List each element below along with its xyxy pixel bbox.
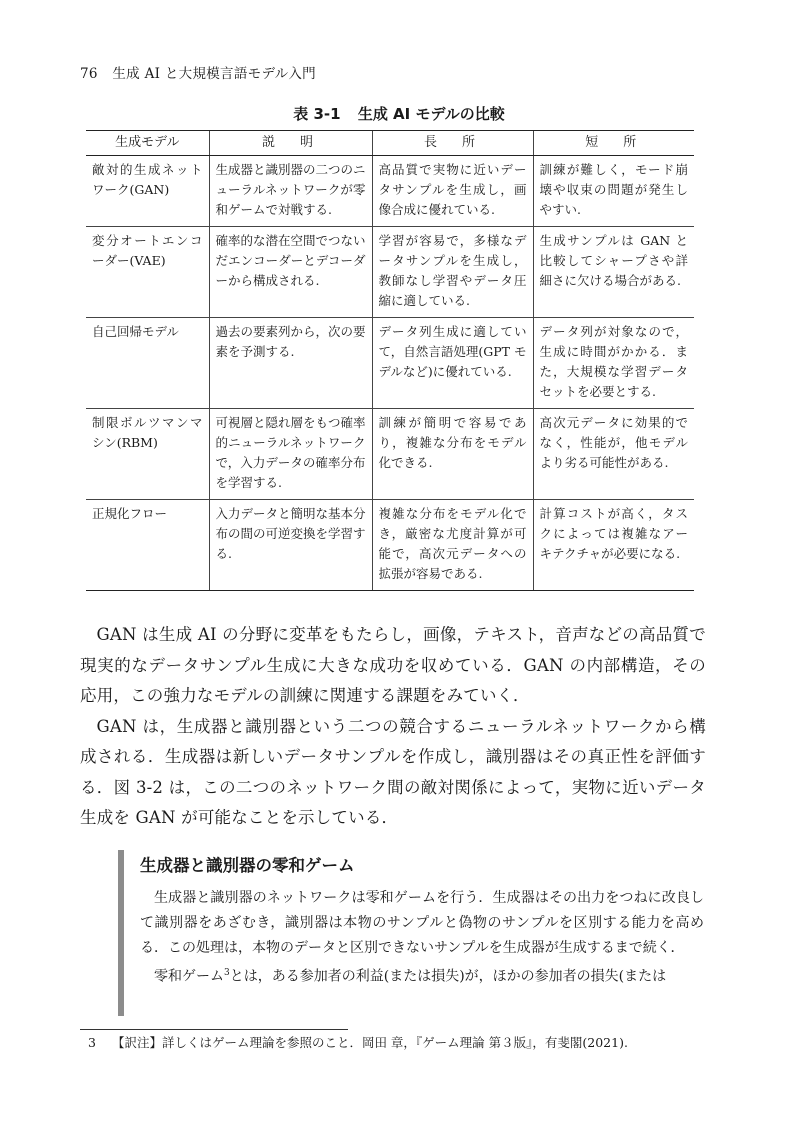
- cell-model: 自己回帰モデル: [86, 318, 209, 409]
- table-row: [86, 318, 694, 409]
- cell-description: 可視層と隠れ層をもつ確率的ニューラルネットワークで，入力データの確率分布を学習する.: [209, 409, 372, 500]
- cell-cons: データ列が対象なので，生成に時間がかかる．また，大規模な学習データセットを必要とする.: [533, 318, 694, 409]
- footnote: [88, 1033, 628, 1051]
- page-number: 76: [80, 66, 98, 82]
- body-paragraph-1: GAN は生成 AI の分野に変革をもたらし，画像，テキスト，音声などの高品質で現実的なデータサンプル生成に大きな成功を収めている．GAN の内部構造，その応用，この強力なモデルの訓練に関連する課題をみていく．: [80, 625, 706, 705]
- running-header: [80, 62, 316, 82]
- cell-model: 敵対的生成ネットワーク(GAN): [86, 156, 209, 227]
- cell-description: 確率的な潜在空間でつないだエンコーダーとデコーダーから構成される.: [209, 227, 372, 318]
- cell-pros: 訓練が簡明で容易であり，複雑な分布をモデル化できる.: [372, 409, 533, 500]
- table-row: [86, 409, 694, 500]
- cell-description: 入力データと簡明な基本分布の間の可逆変換を学習する.: [209, 500, 372, 591]
- cell-model: 制限ボルツマンマシン(RBM): [86, 409, 209, 500]
- running-title: 生成 AI と大規模言語モデル入門: [112, 66, 316, 82]
- cell-cons: 高次元データに効果的でなく，性能が，他モデルより劣る可能性がある.: [533, 409, 694, 500]
- column-header-cons: 短 所: [533, 131, 694, 156]
- cell-pros: 複雑な分布をモデル化でき，厳密な尤度計算が可能で，高次元データへの拡張が容易である.: [372, 500, 533, 591]
- body-text: [80, 620, 706, 834]
- cell-description: 生成器と識別器の二つのニューラルネットワークが零和ゲームで対戦する.: [209, 156, 372, 227]
- body-paragraph-2: GAN は，生成器と識別器という二つの競合するニューラルネットワークから構成される．生成器は新しいデータサンプルを作成し，識別器はその真正性を評価する．図 3-2 は，この二つのネットワーク間の敵対関係によって，実物に近いデータ生成を GAN が可能なことを示している．: [80, 716, 706, 827]
- footnote-number: 3: [88, 1035, 96, 1050]
- cell-cons: 生成サンプルは GAN と比較してシャープさや詳細さに欠ける場合がある.: [533, 227, 694, 318]
- table-label: 表 3-1: [293, 105, 341, 123]
- cell-pros: 高品質で実物に近いデータサンプルを生成し，画像合成に優れている.: [372, 156, 533, 227]
- sidebar-paragraph-1: 生成器と識別器のネットワークは零和ゲームを行う．生成器はその出力をつねに改良して識別器をあざむき，識別器は本物のサンプルと偽物のサンプルを区別する能力を高める．この処理は，本物のデータと区別できないサンプルを生成器が生成するまで続く．: [140, 890, 704, 956]
- sidebar-paragraph-2-text: とは，ある参加者の利益(または損失)が，ほかの参加者の損失(または: [229, 968, 667, 985]
- cell-cons: 訓練が難しく，モード崩壊や収束の問題が発生しやすい.: [533, 156, 694, 227]
- column-header-pros: 長 所: [372, 131, 533, 156]
- comparison-table: [86, 130, 694, 591]
- footnote-reference[interactable]: 3: [224, 968, 230, 978]
- sidebar-paragraph-2: [140, 961, 704, 990]
- column-header-model: 生成モデル: [86, 131, 209, 156]
- table-header-row: [86, 131, 694, 156]
- sidebar-heading: 生成器と識別器の零和ゲーム: [140, 856, 355, 875]
- cell-description: 過去の要素列から，次の要素を予測する.: [209, 318, 372, 409]
- sidebar-term: 零和ゲーム: [154, 968, 224, 985]
- table-title: 生成 AI モデルの比較: [357, 105, 505, 123]
- sidebar-box: [118, 850, 704, 1016]
- cell-pros: データ列生成に適していて，自然言語処理(GPT モデルなど)に優れている.: [372, 318, 533, 409]
- table-row: [86, 227, 694, 318]
- table-caption: [0, 103, 798, 124]
- cell-cons: 計算コストが高く，タスクによっては複雑なアーキテクチャが必要になる.: [533, 500, 694, 591]
- column-header-description: 説 明: [209, 131, 372, 156]
- table-row: [86, 500, 694, 591]
- footnote-divider: [80, 1029, 348, 1030]
- cell-pros: 学習が容易で，多様なデータサンプルを生成し，教師なし学習やデータ圧縮に適している.: [372, 227, 533, 318]
- cell-model: 正規化フロー: [86, 500, 209, 591]
- cell-model: 変分オートエンコーダー(VAE): [86, 227, 209, 318]
- table-row: [86, 156, 694, 227]
- footnote-text: 【訳注】詳しくはゲーム理論を参照のこと．岡田 章，『ゲーム理論 第３版』，有斐閣(2021).: [111, 1035, 628, 1050]
